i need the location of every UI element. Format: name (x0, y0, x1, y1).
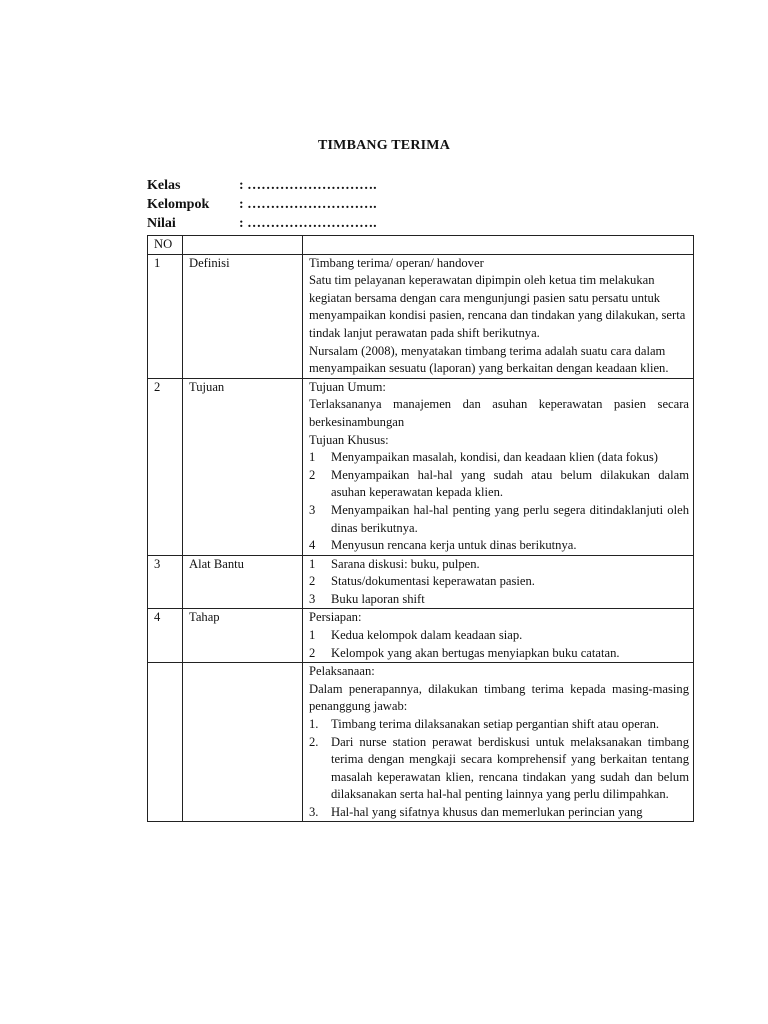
list-number: 4 (309, 538, 316, 553)
list-number: 1 (309, 450, 316, 465)
row-description (303, 555, 694, 609)
list-text: Timbang terima dilaksanakan setiap pergantian shift atau operan. (331, 717, 660, 732)
definition-line: Satu tim pelayanan keperawatan dipimpin oleh ketua tim melakukan kegiatan bersama dengan cara mengunjungi pasien satu persatu untuk menyampaikan kondisi pasien, rencana dan tindakan yang dilakukan, serta tindak lanjut perawatan pada shift berikutnya. (309, 273, 686, 340)
header-item (183, 236, 303, 255)
list-item (309, 537, 689, 555)
list-number: 2 (309, 645, 316, 660)
row-number: 2 (148, 378, 183, 555)
document-title: TIMBANG TERIMA (317, 138, 451, 153)
list-item (309, 573, 689, 591)
list-text: Hal-hal yang sifatnya khusus dan memerlukan perincian yang (331, 805, 643, 819)
row-description (303, 663, 694, 822)
table-row (148, 254, 694, 378)
field-label: Nilai (147, 216, 176, 231)
row-description (303, 254, 694, 378)
list-item (309, 556, 689, 574)
list-item (309, 502, 689, 537)
list-text: Menyampaikan hal-hal yang sudah atau belum dilakukan dalam asuhan keperawatan kepada klien. (331, 467, 689, 500)
header-desc (303, 236, 694, 255)
implementation-intro: Dalam penerapannya, dilakukan timbang terima kepada masing-masing penanggung jawab: (309, 681, 689, 714)
list-item (309, 467, 689, 502)
table-row (148, 609, 694, 663)
list-text: Menyusun rencana kerja untuk dinas berikutnya. (331, 538, 577, 553)
list-text: Sarana diskusi: buku, pulpen. (331, 556, 480, 571)
field-value: : ………………………. (239, 197, 377, 212)
preparation-heading: Persiapan: (309, 610, 362, 625)
definition-line: Nursalam (2008), menyatakan timbang terima adalah suatu cara dalam menyampaikan sesuatu (laporan) yang berkaitan dengan keadaan klien. (309, 343, 669, 376)
definition-line: Timbang terima/ operan/ handover (309, 255, 484, 270)
list-item (309, 627, 689, 645)
table-row (148, 378, 694, 555)
list-item (309, 645, 689, 663)
implementation-heading: Pelaksanaan: (309, 664, 375, 679)
table-row (148, 663, 694, 822)
list-item (309, 449, 689, 467)
list-text: Status/dokumentasi keperawatan pasien. (331, 574, 535, 589)
list-text: Kedua kelompok dalam keadaan siap. (331, 628, 523, 643)
field-label: Kelas (147, 178, 181, 193)
row-item: Tujuan (183, 378, 303, 555)
handover-table (147, 235, 694, 822)
list-number: 3 (309, 502, 316, 517)
list-text: Menyampaikan hal-hal penting yang perlu segera ditindaklanjuti oleh dinas berikutnya. (331, 502, 689, 535)
table-row (148, 555, 694, 609)
list-text: Buku laporan shift (331, 591, 425, 606)
general-goal-text: Terlaksananya manajemen dan asuhan keperawatan pasien secara berkesinambungan (309, 397, 689, 429)
field-nilai (147, 216, 377, 232)
list-item (309, 716, 689, 734)
field-kelompok (147, 197, 377, 213)
row-number: 4 (148, 609, 183, 663)
row-item (183, 663, 303, 822)
row-item: Alat Bantu (183, 555, 303, 609)
list-text: Menyampaikan masalah, kondisi, dan keadaan klien (data fokus) (331, 450, 658, 465)
row-description (303, 609, 694, 663)
list-text: Kelompok yang akan bertugas menyiapkan buku catatan. (331, 645, 620, 660)
field-value: : ………………………. (239, 178, 377, 193)
specific-goal-heading: Tujuan Khusus: (309, 432, 389, 447)
row-number: 1 (148, 254, 183, 378)
row-number: 3 (148, 555, 183, 609)
field-value: : ………………………. (239, 216, 377, 231)
list-item (309, 591, 689, 609)
list-number: 2 (309, 574, 316, 589)
row-item: Tahap (183, 609, 303, 663)
field-kelas (147, 178, 377, 194)
header-no: NO (148, 236, 183, 255)
list-item (309, 804, 689, 821)
row-item: Definisi (183, 254, 303, 378)
list-number: 1. (309, 717, 319, 732)
row-description (303, 378, 694, 555)
list-number: 2. (309, 734, 319, 749)
list-number: 3 (309, 591, 316, 606)
general-goal-heading: Tujuan Umum: (309, 379, 386, 394)
table-header-row (148, 236, 694, 255)
list-number: 2 (309, 467, 316, 482)
list-number: 3. (309, 805, 319, 819)
list-number: 1 (309, 628, 316, 643)
field-label: Kelompok (147, 197, 210, 212)
list-item (309, 734, 689, 804)
list-text: Dari nurse station perawat berdiskusi untuk melaksanakan timbang terima dengan mengkaji secara komprehensif yang berkaitan tentang masalah keperawatan klien, rencana tindakan yang sudah dan belum dilaksanakan serta hal-hal penting lainnya yang perlu dilimpahkan. (331, 734, 689, 802)
row-number (148, 663, 183, 822)
list-number: 1 (309, 556, 316, 571)
